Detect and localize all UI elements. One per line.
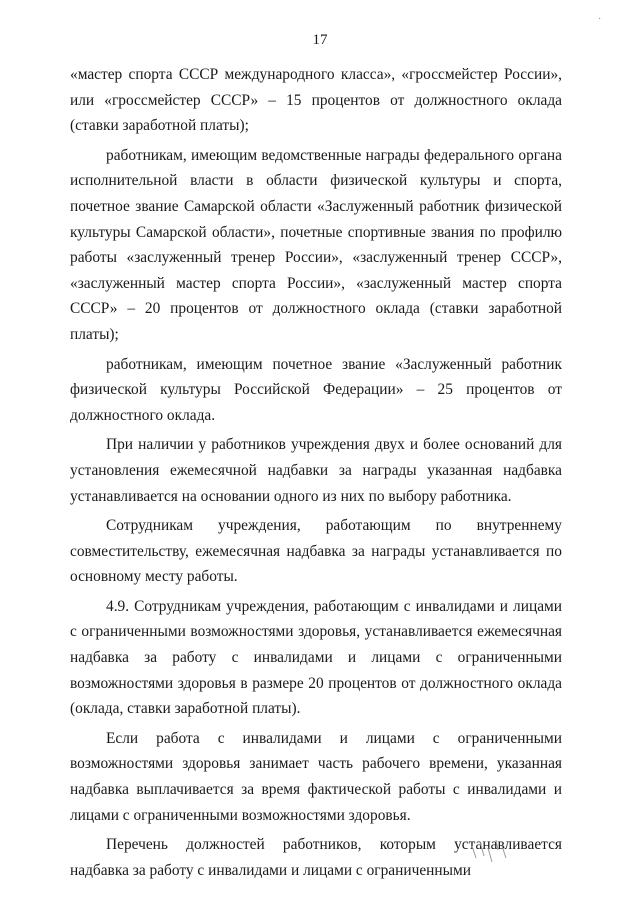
scan-scribble <box>468 836 528 876</box>
paragraph-5: Сотрудникам учреждения, работающим по внутреннему совместительству, ежемесячная надбавка за награды устанавливается по основному месту работы. <box>70 517 562 586</box>
paragraph-8: Перечень должностей работников, которым устанавливается надбавка за работу с инвалидами и лицами с ограниченными <box>70 836 562 879</box>
document-body <box>70 62 562 883</box>
paragraph-1: «мастер спорта СССР международного класса», «гроссмейстер России», или «гроссмейстер СССР» – 15 процентов от должностного оклада (ставки заработной платы); <box>70 66 562 135</box>
scan-speck: · <box>598 14 602 25</box>
paragraph-2: работникам, имеющим ведомственные награды федерального органа исполнительной власти в области физической культуры и спорта, почетное звание Самарской области «Заслуженный работник физической культуры Самарской области», почетные спортивные звания по профилю работы «заслуженный тренер России», «заслуженный тренер СССР», «заслуженный мастер спорта России», «заслуженный мастер спорта СССР» – 20 процентов от должностного оклада (ставки заработной платы); <box>70 146 562 343</box>
paragraph-7: Если работа с инвалидами и лицами с ограниченными возможностями здоровья занимает часть рабочего времени, указанная надбавка выплачивается за время фактической работы с инвалидами и лицами с ограниченными возможностями здоровья. <box>70 729 562 824</box>
page-number: 17 <box>312 32 328 48</box>
paragraph-6: 4.9. Сотрудникам учреждения, работающим с инвалидами и лицами с ограниченными возможностями здоровья, устанавливается ежемесячная надбавка за работу с инвалидами и лицами с ограниченными возможностями здоровья в размере 20 процентов от должностного оклада (оклада, ставки заработной платы). <box>70 597 562 718</box>
paragraph-3: работникам, имеющим почетное звание «Заслуженный работник физической культуры Российской Федерации» – 25 процентов от должностного оклада. <box>70 355 562 424</box>
paragraph-4: При наличии у работников учреждения двух и более оснований для установления ежемесячной надбавки за награды указанная надбавка устанавливается на основании одного из них по выбору работника. <box>70 436 562 505</box>
